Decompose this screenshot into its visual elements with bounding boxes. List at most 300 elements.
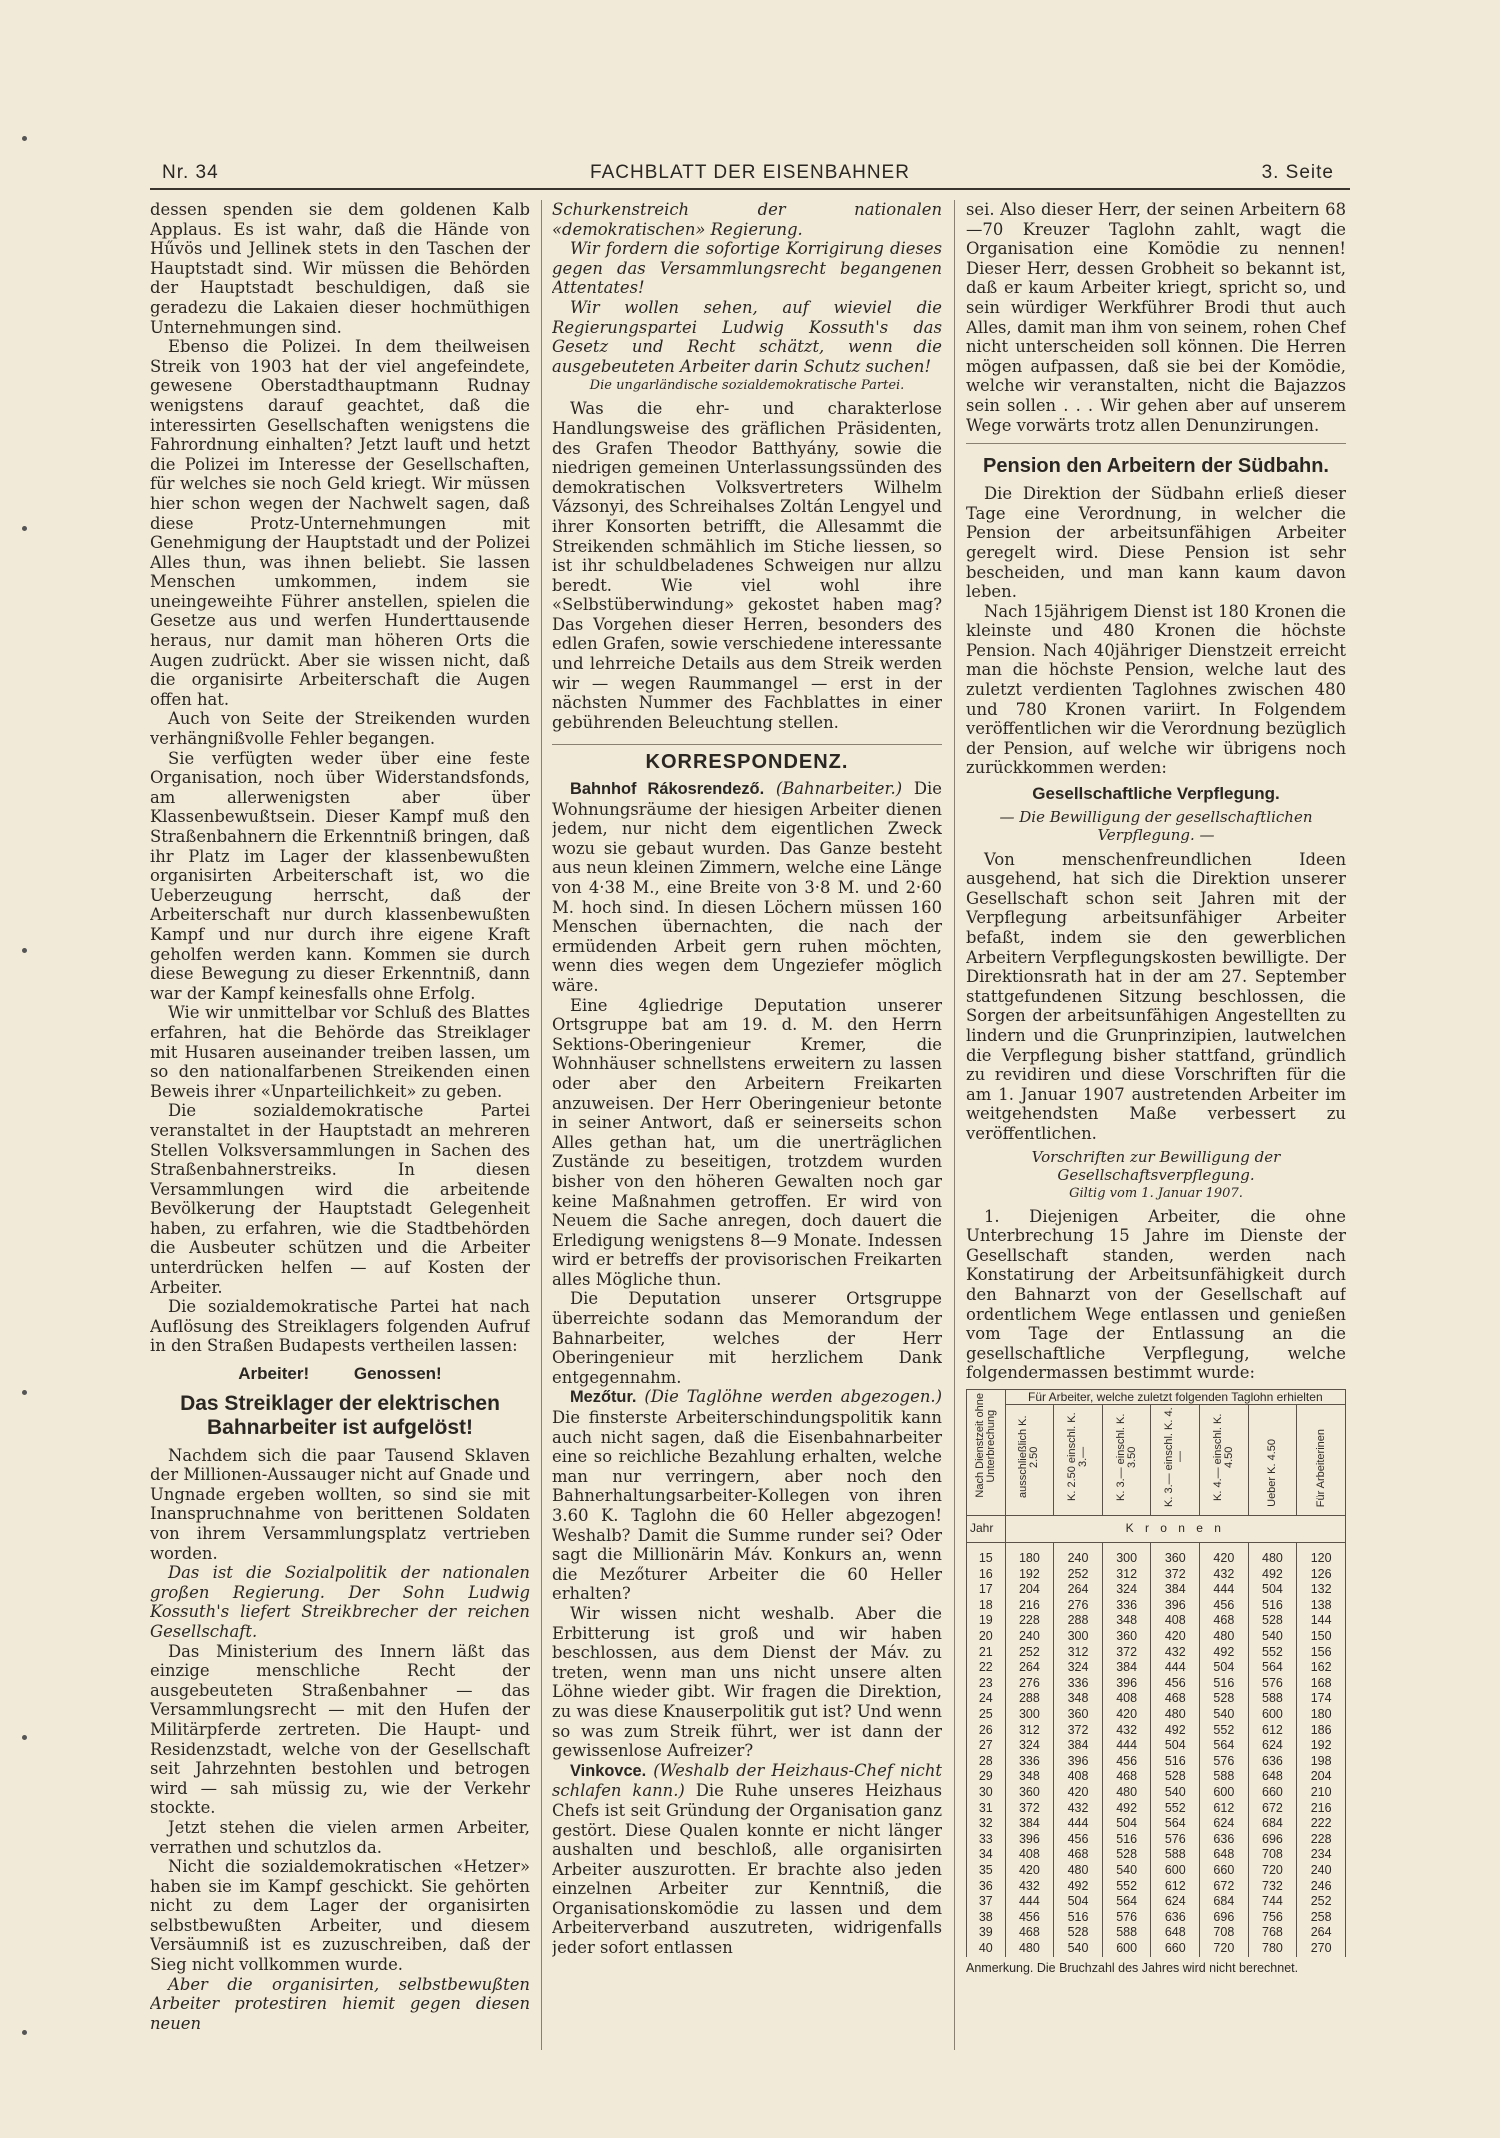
table-cell: 372 (1005, 1801, 1054, 1817)
table-cell: 480 (1005, 1941, 1054, 1957)
paragraph (552, 779, 942, 996)
table-cell: 312 (1005, 1723, 1054, 1739)
table-cell: 768 (1248, 1925, 1297, 1941)
table-cell: 564 (1102, 1894, 1151, 1910)
place-topic: (Weshalb der Heizhaus-Chef nicht schlafen kann.) (552, 1760, 942, 1801)
table-cell: 39 (967, 1925, 1006, 1941)
masthead-title: FACHBLATT DER EISENBAHNER (590, 162, 910, 183)
table-cell: 420 (1102, 1707, 1151, 1723)
table-cell: 228 (1297, 1832, 1346, 1848)
pension-table-body (967, 1543, 1346, 1957)
table-cell: 222 (1297, 1816, 1346, 1832)
table-cell: 17 (967, 1582, 1006, 1598)
table-jahr-label: Jahr (967, 1516, 1006, 1543)
table-cell: 240 (1005, 1629, 1054, 1645)
party-signature: Die ungarländische sozialdemokratische Partei. (589, 378, 905, 394)
rules-date: Giltig vom 1. Januar 1907. (1069, 1185, 1243, 1201)
table-cell: 432 (1102, 1723, 1151, 1739)
table-row (967, 1785, 1346, 1801)
table-cell: 126 (1297, 1567, 1346, 1583)
paragraph: Ebenso die Polizei. In dem theilweisen Streik von 1903 hat der viel angefeindete, gewesene Oberstadthauptmann Rudnay wenigstens darauf geachtet, daß die interessirten Gesellschaften wenigstens die Fahrordnung einhalten? Jetzt lauft und hetzt die Polizei im Interesse der Gesellschaften, für welches sie noch Geld kriegt. Wir müssen hier schon wegen der Nachwelt sagen, daß diese Protz-Unternehmungen mit Genehmigung der Hauptstadt und der Polizei Alles thun, was ihnen beliebt. Sie lassen Menschen umkommen, indem sie uneingeweihte Führer anstellen, spielen die Gesetze aus und werfen Hunderttausende heraus, nur damit man höheren Orts die Augen zudrückt. Aber sie wissen nicht, daß die organisirte Arbeiterschaft die Augen offen hat. (150, 337, 530, 709)
table-cell: 744 (1248, 1894, 1297, 1910)
place-topic: (Bahnarbeiter.) (775, 779, 903, 799)
table-cell: 258 (1297, 1910, 1346, 1926)
table-cell: 38 (967, 1910, 1006, 1926)
table-row (967, 1816, 1346, 1832)
table-cell: 408 (1151, 1613, 1200, 1629)
paragraph: Nicht die sozialdemokratischen «Hetzer» haben sie im Kampf geschickt. Sie gehörten nicht zu dem Lager der organisirten selbstbewußten Arbeiter, und diesem Versäumniß ist es zuzuschreiben, daß der Sieg nicht vollkommen wurde. (150, 1857, 530, 1975)
margin-mark (22, 1735, 27, 1740)
table-cell: 648 (1248, 1769, 1297, 1785)
table-cell: 672 (1248, 1801, 1297, 1817)
table-cell: 492 (1102, 1801, 1151, 1817)
table-cell: 468 (1102, 1769, 1151, 1785)
table-cell: 348 (1102, 1613, 1151, 1629)
paragraph: Von menschenfreundlichen Ideen ausgehend, hat sich die Direktion unserer Gesellschaft schon seit Jahren mit der Verpflegung arbeitsunfähiger Arbeiter befaßt, indem sie den gewerblichen Arbeitern Verpflegungskosten bewilligte. Der Direktionsrath hat in der am 27. September stattgefundenen Sitzung beschlossen, die Sorgen der arbeitsunfähigen Angestellten zu lindern und die Grunprinzipien, lautwelchen die Verpflegung bisher stattfand, gründlich zu revidiren und diese Vorschriften für die am 1. Januar 1907 austretenden Arbeiter im weitgehendsten Maße verbessert zu veröffentlichen. (966, 849, 1346, 1143)
table-cell: 36 (967, 1879, 1006, 1895)
table-cell: 22 (967, 1660, 1006, 1676)
table-cell: 588 (1102, 1925, 1151, 1941)
table-cell: 780 (1248, 1941, 1297, 1957)
table-cell: 576 (1200, 1754, 1249, 1770)
table-cell: 372 (1054, 1723, 1103, 1739)
table-cell: 456 (1102, 1754, 1151, 1770)
table-cell: 504 (1102, 1816, 1151, 1832)
table-cell: 540 (1248, 1629, 1297, 1645)
table-cell: 372 (1151, 1567, 1200, 1583)
table-cell: 528 (1248, 1613, 1297, 1629)
section-heading: KORRESPONDENZ. (552, 744, 942, 773)
table-cell: 198 (1297, 1754, 1346, 1770)
place-topic: (Die Taglöhne werden abgezogen.) (644, 1387, 942, 1407)
table-cell: 528 (1200, 1691, 1249, 1707)
table-cell (1054, 1543, 1103, 1552)
table-cell: 756 (1248, 1910, 1297, 1926)
table-cell: 660 (1248, 1785, 1297, 1801)
table-cell: 576 (1102, 1910, 1151, 1926)
table-header-cell: K. 2.50 einschl. K. 3.— (1054, 1404, 1103, 1516)
table-cell: 516 (1151, 1754, 1200, 1770)
table-cell: 492 (1054, 1879, 1103, 1895)
table-cell: 174 (1297, 1691, 1346, 1707)
table-cell: 30 (967, 1785, 1006, 1801)
paragraph: Das ist die Sozialpolitik der nationalen großen Regierung. Der Sohn Ludwig Kossuth's liefert Streikbrecher der reichen Gesellschaft. (150, 1563, 530, 1641)
table-cell: 600 (1151, 1863, 1200, 1879)
table-cell: 360 (1151, 1551, 1200, 1567)
table-cell: 288 (1054, 1613, 1103, 1629)
table-cell: 360 (1005, 1785, 1054, 1801)
table-cell: 228 (1005, 1613, 1054, 1629)
paragraph: Nach 15jährigem Dienst ist 180 Kronen die kleinste und 480 Kronen die höchste Pension. Nach 40jähriger Dienstzeit erreicht man die höchste Pension, welche laut des zuletzt verdienten Taglohnes zwischen 480 und 780 Kronen variirt. In Folgendem veröffentlichen wir die Verordnung bezüglich der Pension, auf welche wir übrigens noch zurückkommen werden: (966, 601, 1346, 778)
column-rule (954, 200, 955, 2050)
paragraph: Jetzt stehen die vielen armen Arbeiter, verrathen und schutzlos da. (150, 1817, 530, 1857)
table-cell: 288 (1005, 1691, 1054, 1707)
table-cell: 408 (1054, 1769, 1103, 1785)
table-cell: 528 (1151, 1769, 1200, 1785)
table-row (967, 1613, 1346, 1629)
table-cell: 600 (1102, 1941, 1151, 1957)
margin-mark (22, 1390, 27, 1395)
table-cell: 540 (1054, 1941, 1103, 1957)
table-cell: 480 (1054, 1863, 1103, 1879)
paragraph: Schurkenstreich der nationalen «demokratischen» Regierung. (552, 200, 942, 239)
appeal-headline: Das Streiklager der elektrischen Bahnarbeiter ist aufgelöst! (180, 1391, 500, 1439)
table-cell (1005, 1543, 1054, 1552)
column-rule (541, 200, 542, 2050)
table-cell: 660 (1151, 1941, 1200, 1957)
table-cell: 216 (1005, 1598, 1054, 1614)
table-cell: 576 (1248, 1676, 1297, 1692)
table-cell: 720 (1248, 1863, 1297, 1879)
table-cell: 408 (1005, 1847, 1054, 1863)
table-cell: 624 (1151, 1894, 1200, 1910)
paragraph: Wir wissen nicht weshalb. Aber die Erbitterung ist groß und wir haben beschlossen, aus dem Dienst der Máv. zu treten, wenn man uns nicht unsere alten Löhne wieder gibt. Wir fragen die Direktion, zu was diese Knauserpolitik gut ist? Und wenn so was zum Streik führt, wer ist dann der gewissenlose Aufreizer? (552, 1603, 942, 1761)
paragraph: Was die ehr- und charakterlose Handlungsweise des gräflichen Präsidenten, des Grafen Theodor Batthyány, sowie die niedrigen gemeinen Unterlassungssünden des demokratischen Volksvertreters Wilhelm Vázsonyi, des Schreihalses Zoltán Lengyel und ihrer Konsorten betrifft, die Allesammt die Streikenden schmählich im Stiche liessen, so ist ihr schuldbeladenes Schweigen nur allzu beredt. Wie viel wohl ihre «Selbstüberwindung» gekostet haben mag? Das Vorgehen dieser Herren, besonders des edlen Grafen, sowie verschiedene interessante und lehrreiche Details aus dem Streik werden wir — wegen Raummangel — erst in der nächsten Nummer des Fachblattes in einer gebührenden Beleuchtung stellen. (552, 399, 942, 732)
paragraph-text: Die Wohnungsräume der hiesigen Arbeiter dienen jedem, nur nicht dem eigentlichen Zweck wozu sie gebaut wurden. Das Ganze besteht aus neun kleinen Zimmern, welche eine Länge von 4·38 M., eine Breite von 3·8 M. und 2·60 M. hoch sind. In diesen Löchern müssen 160 Menschen übernachten, die nach der ermüdenden Arbeit gern ruhen möchten, wenn dies wegen dem Ungeziefer möglich wäre. (552, 779, 942, 995)
table-cell: 192 (1297, 1738, 1346, 1754)
subheading-line: — Die Bewilligung der gesellschaftlichen Verpflegung. — (999, 807, 1313, 844)
table-cell (1248, 1543, 1297, 1552)
table-group-header: Für Arbeiter, welche zuletzt folgenden Taglohn erhielten (1005, 1389, 1345, 1404)
paragraph-text: Die Ruhe unseres Heizhaus Chefs ist seit Gründung der Organisation ganz gestört. Diese Qualen konnte er nicht länger aushalten und beschloß, alle organisirten Arbeiter auszurotten. Er brachte also jeden einzelnen Arbeiter zur Kenntniß, die Organisationskomödie zu lassen und dem Arbeiterverband auszutreten, widrigenfalls jeder sofort entlassen (552, 1781, 942, 1958)
page-header (150, 160, 1350, 190)
table-cell: 612 (1248, 1723, 1297, 1739)
rules-heading: Vorschriften zur Bewilligung der Gesellschaftsverpflegung. (1031, 1147, 1281, 1184)
column-2 (552, 200, 942, 2050)
table-cell: 234 (1297, 1847, 1346, 1863)
table-unit-label: K r o n e n (1005, 1516, 1345, 1543)
table-cell: 240 (1054, 1551, 1103, 1567)
table-cell: 444 (1005, 1894, 1054, 1910)
table-cell: 444 (1054, 1816, 1103, 1832)
table-row (967, 1723, 1346, 1739)
table-cell: 336 (1005, 1754, 1054, 1770)
table-cell: 312 (1102, 1567, 1151, 1583)
paragraph: Wir wollen sehen, auf wieviel die Regierungspartei Ludwig Kossuth's das Gesetz und Recht schätzt, wenn die ausgebeuteten Arbeiter darin Schutz suchen! (552, 297, 942, 376)
table-cell: 456 (1151, 1676, 1200, 1692)
paragraph: Auch von Seite der Streikenden wurden verhängnißvolle Fehler begangen. (150, 709, 530, 749)
table-cell: 480 (1248, 1551, 1297, 1567)
table-cell: 516 (1248, 1598, 1297, 1614)
table-cell: 432 (1200, 1567, 1249, 1583)
table-cell: 516 (1102, 1832, 1151, 1848)
table-cell: 276 (1054, 1598, 1103, 1614)
table-cell: 624 (1200, 1816, 1249, 1832)
paragraph: 1. Diejenigen Arbeiter, die ohne Unterbrechung 15 Jahre im Dienste der Gesellschaft standen, werden nach Konstatirung der Arbeitsunfähigkeit durch den Bahnarzt von der Gesellschaft auf ordentlichem Wege entlassen und genießen vom Tage der Entlassung an die gesellschaftliche Verpflegung, welche folgendermassen bestimmt wurde: (966, 1206, 1346, 1383)
table-cell: 264 (1297, 1925, 1346, 1941)
table-cell: 162 (1297, 1660, 1346, 1676)
table-cell: 492 (1248, 1567, 1297, 1583)
table-cell: 324 (1005, 1738, 1054, 1754)
table-cell: 360 (1102, 1629, 1151, 1645)
table-row (967, 1707, 1346, 1723)
table-cell: 31 (967, 1801, 1006, 1817)
table-cell: 708 (1248, 1847, 1297, 1863)
paragraph: Die sozialdemokratische Partei hat nach Auflösung des Streiklagers folgenden Aufruf in den Straßen Budapests vertheilen lassen: (150, 1297, 530, 1356)
paragraph: Wie wir unmittelbar vor Schluß des Blattes erfahren, hat die Behörde das Streiklager mit Husaren auseinander treiben lassen, um so den nationalfarbenen Streikenden einen Beweis ihrer «Unparteilichkeit» zu geben. (150, 1003, 530, 1101)
table-cell: 588 (1151, 1847, 1200, 1863)
table-cell: 684 (1200, 1894, 1249, 1910)
table-cell: 468 (1200, 1613, 1249, 1629)
table-cell: 29 (967, 1769, 1006, 1785)
table-cell: 588 (1200, 1769, 1249, 1785)
table-cell: 186 (1297, 1723, 1346, 1739)
table-cell: 468 (1151, 1691, 1200, 1707)
table-cell: 24 (967, 1691, 1006, 1707)
column-1 (150, 200, 530, 2050)
table-cell: 576 (1151, 1832, 1200, 1848)
table-cell: 21 (967, 1645, 1006, 1661)
table-row (967, 1582, 1346, 1598)
table-cell: 168 (1297, 1676, 1346, 1692)
table-cell: 660 (1200, 1863, 1249, 1879)
table-cell: 480 (1151, 1707, 1200, 1723)
table-cell: 732 (1248, 1879, 1297, 1895)
paragraph: Die Direktion der Südbahn erließ dieser Tage eine Verordnung, in welcher die Pension der arbeitsunfähigen Arbeiter geregelt wird. Diese Pension ist sehr bescheiden, und man kann kaum davon leben. (966, 484, 1346, 602)
appeal-salutation: Arbeiter! Genossen! (238, 1364, 442, 1384)
table-row (967, 1832, 1346, 1848)
table-cell: 300 (1054, 1629, 1103, 1645)
table-cell: 32 (967, 1816, 1006, 1832)
table-cell: 444 (1102, 1738, 1151, 1754)
table-cell: 384 (1102, 1660, 1151, 1676)
table-cell: 396 (1102, 1676, 1151, 1692)
table-cell: 180 (1005, 1551, 1054, 1567)
table-cell: 396 (1054, 1754, 1103, 1770)
table-cell: 276 (1005, 1676, 1054, 1692)
table-cell: 636 (1248, 1754, 1297, 1770)
table-cell: 408 (1102, 1691, 1151, 1707)
margin-mark (22, 526, 27, 531)
table-cell: 636 (1200, 1832, 1249, 1848)
table-row (967, 1754, 1346, 1770)
table-spacer-row (967, 1543, 1346, 1552)
table-cell: 156 (1297, 1645, 1346, 1661)
table-cell: 504 (1200, 1660, 1249, 1676)
table-cell: 552 (1248, 1645, 1297, 1661)
table-header-cell: Für Arbeiterinen (1297, 1404, 1346, 1516)
table-cell: 696 (1248, 1832, 1297, 1848)
table-cell: 336 (1102, 1598, 1151, 1614)
paragraph: Sie verfügten weder über eine feste Organisation, noch über Widerstandsfonds, am allerwenigsten aber über Klassenbewußtsein. Dieser Kampf muß den Straßenbahnern die Erkenntniß bringen, daß ihr Platz im Lager der klassenbewußten organisirten Arbeiterschaft ist, wo die Ueberzeugung herrscht, daß der Arbeiterschaft nur durch klassenbewußten Kampf und nur durch ihre eigene Kraft geholfen werden kann. Kommen sie durch diese Bewegung zu dieser Erkenntniß, dann war der Kampf keinesfalls ohne Erfolg. (150, 748, 530, 1003)
table-cell: 18 (967, 1598, 1006, 1614)
table-cell: 552 (1151, 1801, 1200, 1817)
table-cell: 420 (1151, 1629, 1200, 1645)
paragraph (552, 1761, 942, 1958)
place-name: Vinkovce. (570, 1761, 647, 1780)
paragraph: Aber die organisirten, selbstbewußten Arbeiter protestiren hiemit gegen diesen neuen (150, 1974, 530, 2033)
table-cell: 384 (1005, 1816, 1054, 1832)
table-cell: 444 (1151, 1660, 1200, 1676)
table-cell: 480 (1102, 1785, 1151, 1801)
table-row (967, 1551, 1346, 1567)
table-cell: 612 (1151, 1879, 1200, 1895)
table-cell: 120 (1297, 1551, 1346, 1567)
table-cell: 636 (1151, 1910, 1200, 1926)
table-cell: 270 (1297, 1941, 1346, 1957)
table-cell: 216 (1297, 1801, 1346, 1817)
place-name: Bahnhof Rákosrendező. (570, 780, 765, 799)
table-cell: 420 (1054, 1785, 1103, 1801)
table-row (967, 1941, 1346, 1957)
table-cell: 384 (1151, 1582, 1200, 1598)
table-cell: 540 (1151, 1785, 1200, 1801)
table-cell: 192 (1005, 1567, 1054, 1583)
paragraph: Das Ministerium des Innern läßt das einzige menschliche Recht der ausgebeuteten Straßenbahner — das Versammlungsrecht — mit den Hufen der Militärpferde zertreten. Die Haupt- und Residenzstadt, welche von der Gesellschaft seit Jahrzehnten bestohlen und betrogen wird — sah müssig zu, wie der Verkehr stockte. (150, 1641, 530, 1818)
subheading: Gesellschaftliche Verpflegung. (1032, 784, 1280, 804)
margin-mark (22, 2030, 27, 2035)
table-cell (967, 1543, 1006, 1552)
table-cell: 144 (1297, 1613, 1346, 1629)
table-header-cell: Nach Dienstzeit ohne Unterbrechung (967, 1389, 1006, 1516)
table-cell: 300 (1102, 1551, 1151, 1567)
table-cell: 492 (1151, 1723, 1200, 1739)
table-cell: 564 (1151, 1816, 1200, 1832)
table-row (967, 1629, 1346, 1645)
table-header-cell: K. 3.— einschl. K. 4.— (1151, 1404, 1200, 1516)
table-note: Anmerkung. Die Bruchzahl des Jahres wird nicht berechnet. (966, 1960, 1299, 1975)
table-cell: 624 (1248, 1738, 1297, 1754)
place-name: Mezőtur. (570, 1388, 637, 1407)
table-cell: 23 (967, 1676, 1006, 1692)
article-title: Pension den Arbeitern der Südbahn. (966, 443, 1346, 478)
table-cell: 210 (1297, 1785, 1346, 1801)
table-row (967, 1847, 1346, 1863)
table-cell: 246 (1297, 1879, 1346, 1895)
table-cell: 180 (1297, 1707, 1346, 1723)
table-cell: 150 (1297, 1629, 1346, 1645)
table-row (967, 1738, 1346, 1754)
table-cell: 468 (1054, 1847, 1103, 1863)
table-row (967, 1676, 1346, 1692)
paragraph: Eine 4gliedrige Deputation unserer Ortsgruppe bat am 19. d. M. den Herrn Sektions-Oberingenieur Kremer, die Wohnhäuser schnellstens erweitern zu lassen oder aber den Arbeitern Freikarten anzuweisen. Der Herr Oberingenieur betonte in seiner Antwort, daß er seinerseits schon Alles gethan hat, um die unerträglichen Zustände zu beseitigen, trotzdem wurden bisher von den höheren Gewalten noch gar keine Maßnahmen getroffen. Er wird von Neuem die Sache anregen, doch dauert die Erledigung wenigstens 8—9 Monate. Indessen wird er betreffs der provisorischen Freikarten alles Mögliche thun. (552, 995, 942, 1289)
table-cell: 432 (1054, 1801, 1103, 1817)
table-cell: 492 (1200, 1645, 1249, 1661)
table-row (967, 1925, 1346, 1941)
table-cell: 552 (1102, 1879, 1151, 1895)
page-number: 3. Seite (1261, 162, 1334, 183)
table-cell: 528 (1054, 1925, 1103, 1941)
table-header-cell: ausschließlich K. 2.50 (1005, 1404, 1054, 1516)
paragraph: dessen spenden sie dem goldenen Kalb Applaus. Es ist wahr, daß die Hände von Hűvös und Jellinek stets in den Taschen der Hauptstadt sind. Wir müssen die Behörden der Hauptstadt beschuldigen, daß sie geradezu die Lakaien dieser hochmüthigen Unternehmungen sind. (150, 200, 530, 337)
table-row (967, 1567, 1346, 1583)
table-cell: 432 (1005, 1879, 1054, 1895)
table-cell: 564 (1200, 1738, 1249, 1754)
paragraph: sei. Also dieser Herr, der seinen Arbeitern 68—70 Kreuzer Taglohn zahlt, wagt die Organisation eine Komödie zu nennen! Dieser Herr, dessen Grobheit so bekannt ist, daß er kaum Arbeiter kriegt, spricht so, und sein würdiger Werkführer Brodi thut auch Alles, damit man ihm von seinem, rohen Chef nicht unterscheiden soll können. Die Herren mögen aufpassen, daß sie bei der Komödie, welche wir veranstalten, nicht die Bajazzos sein sollen . . . Wir gehen aber auf unserem Wege vorwärts trotz allen Denunzirungen. (966, 200, 1346, 435)
table-cell: 612 (1200, 1801, 1249, 1817)
table-cell: 204 (1297, 1769, 1346, 1785)
margin-mark (22, 948, 27, 953)
table-cell: 564 (1248, 1660, 1297, 1676)
paragraph (552, 1387, 942, 1604)
paragraph-text: Die finsterste Arbeiterschindungspolitik kann auch nicht sagen, daß die Eisenbahnarbeiter eine so reichliche Bezahlung erhalten, welche man nur verringern, aber noch den Bahnerhaltungsarbeiter-Kollegen von ihren 3.60 K. Taglohn die 60 Heller abgezogen! Weshalb? Damit die Summe runder sei? Oder sagt die Millionärin Máv. Konkurs an, wenn die Mezőturer Arbeiter die 60 Heller erhalten? (552, 1408, 942, 1604)
table-cell: 504 (1054, 1894, 1103, 1910)
table-cell: 420 (1005, 1863, 1054, 1879)
table-cell: 16 (967, 1567, 1006, 1583)
table-cell (1102, 1543, 1151, 1552)
table-cell: 324 (1054, 1660, 1103, 1676)
table-cell: 396 (1151, 1598, 1200, 1614)
table-cell: 25 (967, 1707, 1006, 1723)
table-row (967, 1769, 1346, 1785)
table-cell: 420 (1200, 1551, 1249, 1567)
table-cell: 19 (967, 1613, 1006, 1629)
table-cell: 396 (1005, 1832, 1054, 1848)
table-cell: 252 (1005, 1645, 1054, 1661)
table-cell: 252 (1297, 1894, 1346, 1910)
table-cell: 34 (967, 1847, 1006, 1863)
table-cell (1200, 1543, 1249, 1552)
table-cell: 384 (1054, 1738, 1103, 1754)
newspaper-page (150, 160, 1350, 2060)
column-3 (966, 200, 1346, 2050)
table-cell: 672 (1200, 1879, 1249, 1895)
table-cell: 456 (1054, 1832, 1103, 1848)
table-row (967, 1863, 1346, 1879)
table-cell: 648 (1151, 1925, 1200, 1941)
table-cell: 528 (1102, 1847, 1151, 1863)
table-cell: 684 (1248, 1816, 1297, 1832)
table-cell: 540 (1102, 1863, 1151, 1879)
table-cell: 648 (1200, 1847, 1249, 1863)
table-cell: 456 (1005, 1910, 1054, 1926)
table-cell: 516 (1054, 1910, 1103, 1926)
table-cell: 468 (1005, 1925, 1054, 1941)
table-cell: 600 (1200, 1785, 1249, 1801)
table-cell: 27 (967, 1738, 1006, 1754)
table-cell: 696 (1200, 1910, 1249, 1926)
table-row (967, 1691, 1346, 1707)
table-cell: 360 (1054, 1707, 1103, 1723)
table-cell: 132 (1297, 1582, 1346, 1598)
table-row (967, 1598, 1346, 1614)
table-row (967, 1801, 1346, 1817)
table-cell: 240 (1297, 1863, 1346, 1879)
table-header-cell: K. 4.— einschl. K. 4.50 (1200, 1404, 1249, 1516)
table-header-cell: K. 3.— einschl. K. 3.50 (1102, 1404, 1151, 1516)
pension-table (966, 1389, 1346, 1957)
table-cell: 708 (1200, 1925, 1249, 1941)
table-cell: 588 (1248, 1691, 1297, 1707)
table-header-cell: Ueber K. 4.50 (1248, 1404, 1297, 1516)
table-row (967, 1645, 1346, 1661)
table-cell: 348 (1054, 1691, 1103, 1707)
paragraph: Nachdem sich die paar Tausend Sklaven der Millionen-Aussauger nicht auf Gnade und Ungnade ergeben wollten, so sind sie mit Inanspruchnahme von berittenen Soldaten von ihrem Versammlungsplatz vertrieben worden. (150, 1445, 530, 1563)
table-cell: 33 (967, 1832, 1006, 1848)
table-cell (1151, 1543, 1200, 1552)
table-cell: 540 (1200, 1707, 1249, 1723)
table-cell (1297, 1543, 1346, 1552)
table-cell: 324 (1102, 1582, 1151, 1598)
table-cell: 20 (967, 1629, 1006, 1645)
table-cell: 720 (1200, 1941, 1249, 1957)
table-cell: 516 (1200, 1676, 1249, 1692)
issue-number: Nr. 34 (162, 162, 219, 183)
table-cell: 300 (1005, 1707, 1054, 1723)
table-cell: 312 (1054, 1645, 1103, 1661)
paragraph: Wir fordern die sofortige Korrigirung dieses gegen das Versammlungsrecht begangenen Attentates! (552, 239, 942, 298)
table-cell: 40 (967, 1941, 1006, 1957)
table-cell: 432 (1151, 1645, 1200, 1661)
table-cell: 348 (1005, 1769, 1054, 1785)
table-cell: 26 (967, 1723, 1006, 1739)
margin-mark (22, 136, 27, 141)
table-cell: 264 (1054, 1582, 1103, 1598)
table-cell: 138 (1297, 1598, 1346, 1614)
table-cell: 372 (1102, 1645, 1151, 1661)
table-cell: 504 (1248, 1582, 1297, 1598)
table-cell: 264 (1005, 1660, 1054, 1676)
